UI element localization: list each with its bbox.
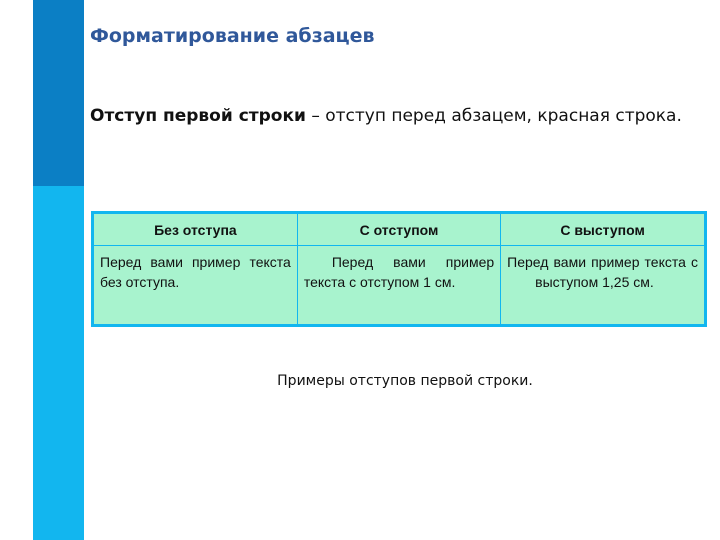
table-header-row (94, 214, 704, 246)
definition-term: Отступ первой строки (90, 106, 306, 126)
header-no-indent: Без отступа (94, 214, 297, 246)
examples-table (91, 211, 707, 327)
decor-bar-dark (33, 0, 84, 186)
cell-no-indent: Перед вами пример текста без отступа. (100, 254, 291, 290)
slide-title: Форматирование абзацев (90, 25, 375, 47)
table-caption: Примеры отступов первой строки. (277, 373, 533, 389)
definition-text: – отступ перед абзацем, красная строка. (305, 106, 682, 126)
cell-hanging: Перед вами пример текста с выступом 1,25 см. (501, 246, 704, 325)
definition-paragraph (90, 102, 690, 130)
header-hanging: С выступом (501, 214, 704, 246)
indent-table (94, 214, 704, 324)
header-indent: С отступом (297, 214, 500, 246)
decor-bar-light (33, 186, 84, 540)
cell-indent: Перед вами пример текста с отступом 1 см. (297, 246, 500, 325)
table-row (94, 246, 704, 325)
